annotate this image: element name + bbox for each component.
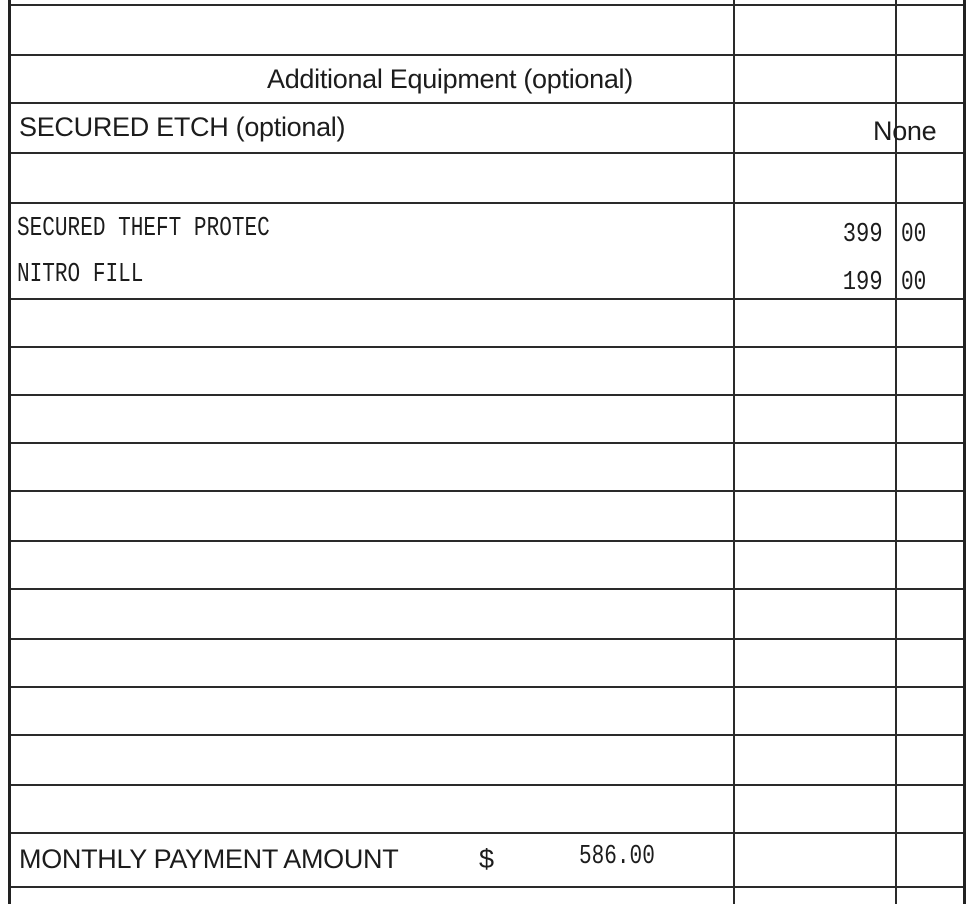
- row-line: [11, 298, 963, 300]
- row-line: [11, 832, 963, 834]
- row-line: [11, 202, 963, 204]
- monthly-payment-value: 586.00: [579, 842, 655, 872]
- item-name: SECURED THEFT PROTEC: [17, 214, 270, 244]
- row-line: [11, 394, 963, 396]
- item-cents: 00: [901, 220, 927, 250]
- amount-column-divider: [733, 0, 735, 904]
- etch-value: None: [873, 116, 937, 146]
- row-line: [11, 734, 963, 736]
- row-line: [11, 886, 963, 888]
- item-cents: 00: [901, 268, 927, 298]
- row-line: [11, 540, 963, 542]
- row-line: [11, 346, 963, 348]
- monthly-payment-label: MONTHLY PAYMENT AMOUNT: [19, 844, 399, 874]
- row-line: [11, 152, 963, 154]
- currency-symbol: $: [479, 844, 494, 874]
- row-line: [11, 442, 963, 444]
- item-dollars: 199: [843, 268, 883, 298]
- item-name: NITRO FILL: [17, 260, 144, 290]
- row-line: [11, 490, 963, 492]
- row-line: [11, 4, 963, 6]
- item-dollars: 399: [843, 220, 883, 250]
- section-heading: Additional Equipment (optional): [267, 64, 633, 94]
- row-line: [11, 102, 963, 104]
- equipment-form: [8, 0, 966, 904]
- row-line: [11, 54, 963, 56]
- row-line: [11, 686, 963, 688]
- row-line: [11, 784, 963, 786]
- row-line: [11, 638, 963, 640]
- etch-label: SECURED ETCH (optional): [19, 112, 346, 142]
- row-line: [11, 588, 963, 590]
